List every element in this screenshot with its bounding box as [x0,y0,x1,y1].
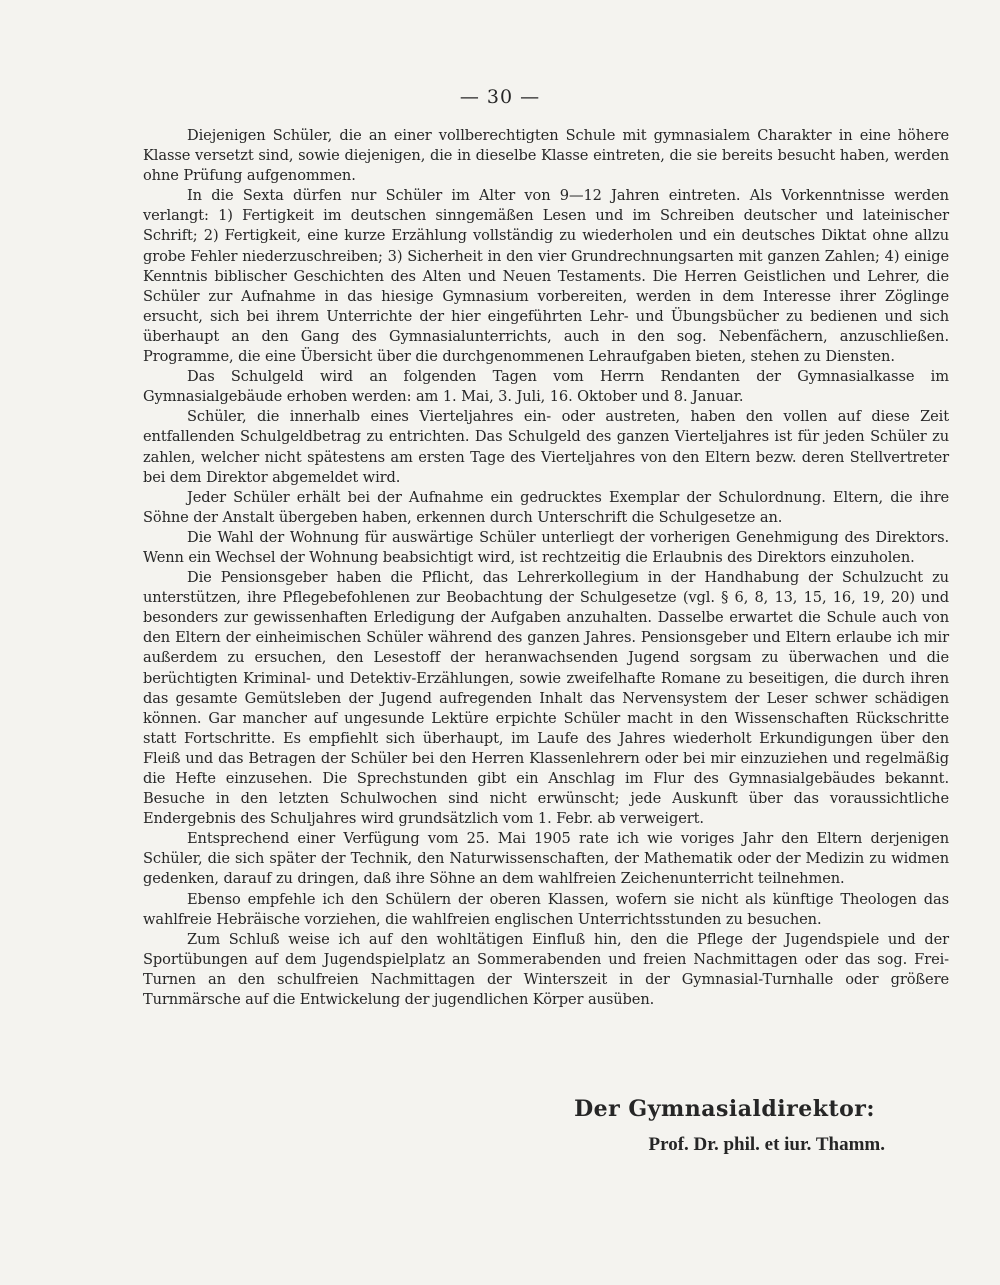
signature-title: Der Gymnasialdirektor: [574,1096,875,1122]
paragraph: Ebenso empfehle ich den Schülern der oberen Klassen, wofern sie nicht als künftige Theologen das wahlfreie Hebräische vorziehen, die wahlfreien englischen Unterrichtsstunden zu besuchen. [143,890,949,928]
paragraph: Jeder Schüler erhält bei der Aufnahme ein gedrucktes Exemplar der Schulordnung. Eltern, die ihre Söhne der Anstalt übergeben haben, erkennen durch Unterschrift die Schulgesetze an. [143,488,949,526]
paragraph: In die Sexta dürfen nur Schüler im Alter von 9—12 Jahren eintreten. Als Vorkenntnisse werden verlangt: 1) Fertigkeit im deutschen sinngemäßen Lesen und im Schreiben deutscher und lateinischer Schrift; 2) Fertigkeit, eine kurze Erzählung vollständig zu wiederholen und ein deutsches Diktat ohne allzu grobe Fehler niederzuschreiben; 3) Sicherheit in den vier Grundrechnungsarten mit ganzen Zahlen; 4) einige Kenntnis biblischer Geschichten des Alten und Neuen Testaments. Die Herren Geistlichen und Lehrer, die Schüler zur Aufnahme in das hiesige Gymnasium vorbereiten, werden in dem Interesse ihrer Zöglinge ersucht, sich bei ihrem Unterrichte der hier eingeführten Lehr- und Übungsbücher zu bedienen und sich überhaupt an den Gang des Gymnasialunterrichts, auch in den sog. Nebenfächern, anzuschließen. Programme, die eine Übersicht über die durchgenommenen Lehraufgaben bieten, stehen zu Diensten. [143,187,949,366]
paragraph: Schüler, die innerhalb eines Vierteljahres ein- oder austreten, haben den vollen auf diese Zeit entfallenden Schulgeldbetrag zu entrichten. Das Schulgeld des ganzen Vierteljahres ist für jeden Schüler zu zahlen, welcher nicht spätestens am ersten Tage des Vierteljahres von den Eltern bezw. deren Stellvertreter bei dem Direktor abgemeldet wird. [143,408,949,486]
paragraph: Die Wahl der Wohnung für auswärtige Schüler unterliegt der vorherigen Genehmigung des Direktors. Wenn ein Wechsel der Wohnung beabsichtigt wird, ist rechtzeitig die Erlaubnis des Direktors einzuholen. [143,528,949,566]
paragraph: Diejenigen Schüler, die an einer vollberechtigten Schule mit gymnasialem Charakter in eine höhere Klasse versetzt sind, sowie diejenigen, die in dieselbe Klasse eintreten, die sie bereits besucht haben, werden ohne Prüfung aufgenommen. [143,127,949,185]
paragraph: Zum Schluß weise ich auf den wohltätigen Einfluß hin, den die Pflege der Jugendspiele und der Sportübungen auf dem Jugendspielplatz an Sommerabenden und freien Nachmittagen oder das sog. Frei-Turnen an den schulfreien Nachmittagen der Winterszeit in der Gymnasial-Turnhalle oder größere Turnmärsche auf die Entwickelung der jugendlichen Körper ausüben. [143,930,949,1009]
page-number: — 30 — [459,86,541,108]
paragraph: Die Pensionsgeber haben die Pflicht, das Lehrerkollegium in der Handhabung der Schulzucht zu unterstützen, ihre Pflegebefohlenen zur Beobachtung der Schulgesetze (vgl. § 6, 8, 13, 15, 16, 19, 20) und besonders zur gewissenhaften Erledigung der Aufgaben anzuhalten. Dasselbe erwartet die Schule auch von den Eltern der einheimischen Schüler während des ganzen Jahres. Pensionsgeber und Eltern erlaube ich mir außerdem zu ersuchen, den Lesestoff der heranwachsenden Jugend sorgsam zu überwachen und die berüchtigten Kriminal- und Detektiv-Erzählungen, sowie zweifelhafte Romane zu beseitigen, die durch ihren das gesamte Gemütsleben der Jugend aufregenden Inhalt das Nervensystem der Leser schwer schädigen können. Gar mancher auf ungesunde Lektüre erpichte Schüler macht in den Wissenschaften Rückschritte statt Fortschritte. Es empfiehlt sich überhaupt, im Laufe des Jahres wiederholt Erkundigungen über den Fleiß und das Betragen der Schüler bei den Herren Klassenlehrern oder bei mir einzuziehen und regelmäßig die Hefte einzusehen. Die Sprechstunden gibt ein Anschlag im Flur des Gymnasialgebäudes bekannt. Besuche in den letzten Schulwochen sind nicht erwünscht; jede Auskunft über das voraussichtliche Endergebnis des Schuljahres wird grundsätzlich vom 1. Febr. ab verweigert. [143,569,949,828]
paragraph: Das Schulgeld wird an folgenden Tagen vom Herrn Rendanten der Gymnasialkasse im Gymnasialgebäude erhoben werden: am 1. Mai, 3. Juli, 16. Oktober und 8. Januar. [143,368,949,406]
body-text [143,126,949,1010]
paragraph: Entsprechend einer Verfügung vom 25. Mai 1905 rate ich wie voriges Jahr den Eltern derjenigen Schüler, die sich später der Technik, den Naturwissenschaften, der Mathematik oder der Medizin zu widmen gedenken, darauf zu dringen, daß ihre Söhne an dem wahlfreien Zeichenunterricht teilnehmen. [143,830,949,888]
signature-name: Prof. Dr. phil. et iur. Thamm. [648,1134,885,1155]
